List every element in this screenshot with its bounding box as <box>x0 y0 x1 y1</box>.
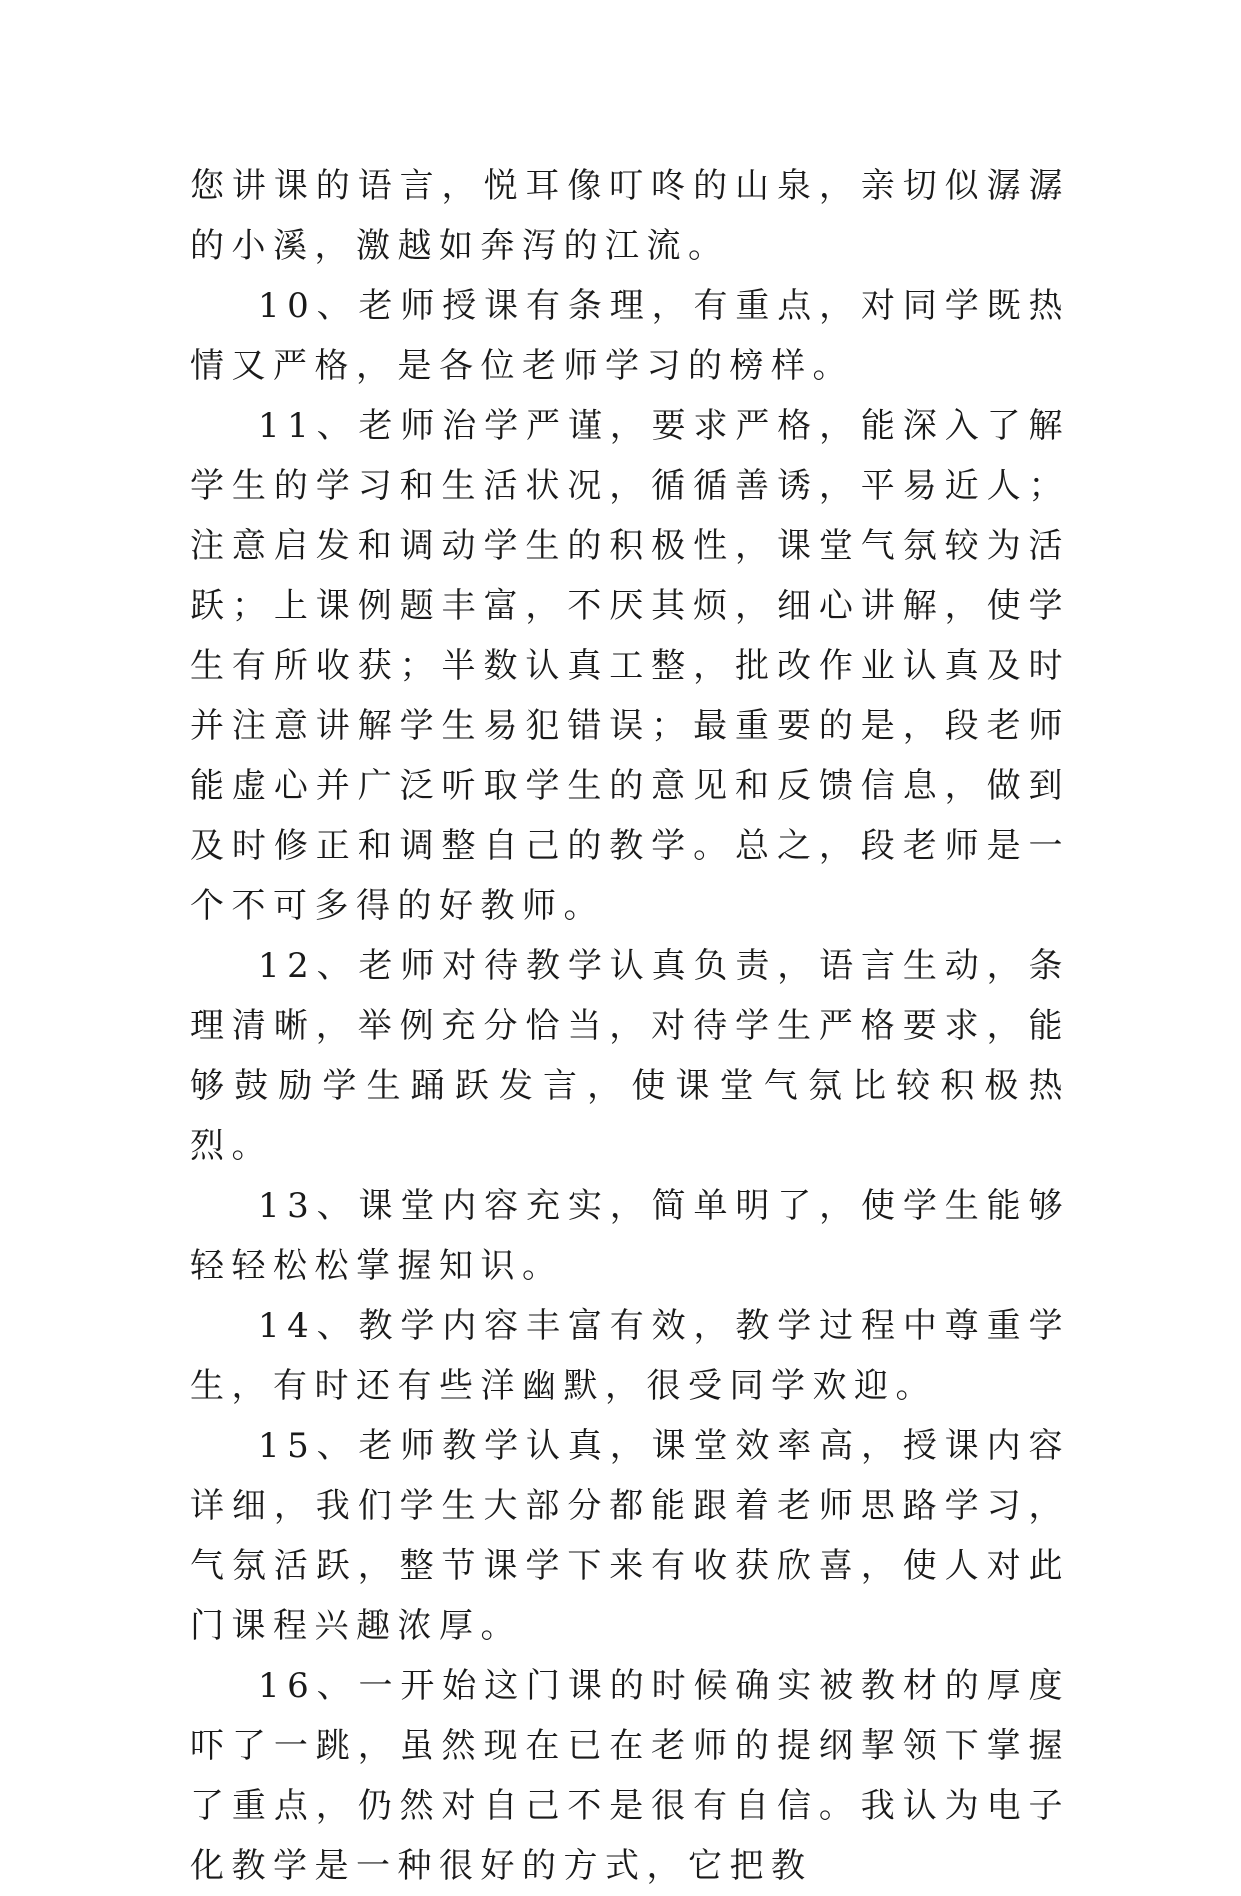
paragraph-item-12: 12、老师对待教学认真负责，语言生动，条理清晰，举例充分恰当，对待学生严格要求，能够鼓励学生踊跃发言，使课堂气氛比较积极热烈。 <box>190 946 1070 1166</box>
paragraph-continuation: 您讲课的语言，悦耳像叮咚的山泉，亲切似潺潺的小溪，激越如奔泻的江流。 <box>190 166 1070 266</box>
paragraph-item-13: 13、课堂内容充实，简单明了，使学生能够轻轻松松掌握知识。 <box>190 1186 1070 1286</box>
paragraph-item-14: 14、教学内容丰富有效，教学过程中尊重学生，有时还有些洋幽默，很受同学欢迎。 <box>190 1306 1070 1406</box>
document-body <box>190 156 1070 1896</box>
paragraph-item-11: 11、老师治学严谨，要求严格，能深入了解学生的学习和生活状况，循循善诱，平易近人；注意启发和调动学生的积极性，课堂气氛较为活跃；上课例题丰富，不厌其烦，细心讲解，使学生有所收获；半数认真工整，批改作业认真及时并注意讲解学生易犯错误；最重要的是，段老师能虚心并广泛听取学生的意见和反馈信息，做到及时修正和调整自己的教学。总之，段老师是一个不可多得的好教师。 <box>190 406 1070 926</box>
paragraph-item-15: 15、老师教学认真，课堂效率高，授课内容详细，我们学生大部分都能跟着老师思路学习，气氛活跃，整节课学下来有收获欣喜，使人对此门课程兴趣浓厚。 <box>190 1426 1070 1646</box>
paragraph-item-16: 16、一开始这门课的时候确实被教材的厚度吓了一跳，虽然现在已在老师的提纲挈领下掌握了重点，仍然对自己不是很有自信。我认为电子化教学是一种很好的方式，它把教 <box>190 1666 1070 1886</box>
paragraph-item-10: 10、老师授课有条理，有重点，对同学既热情又严格，是各位老师学习的榜样。 <box>190 286 1070 386</box>
